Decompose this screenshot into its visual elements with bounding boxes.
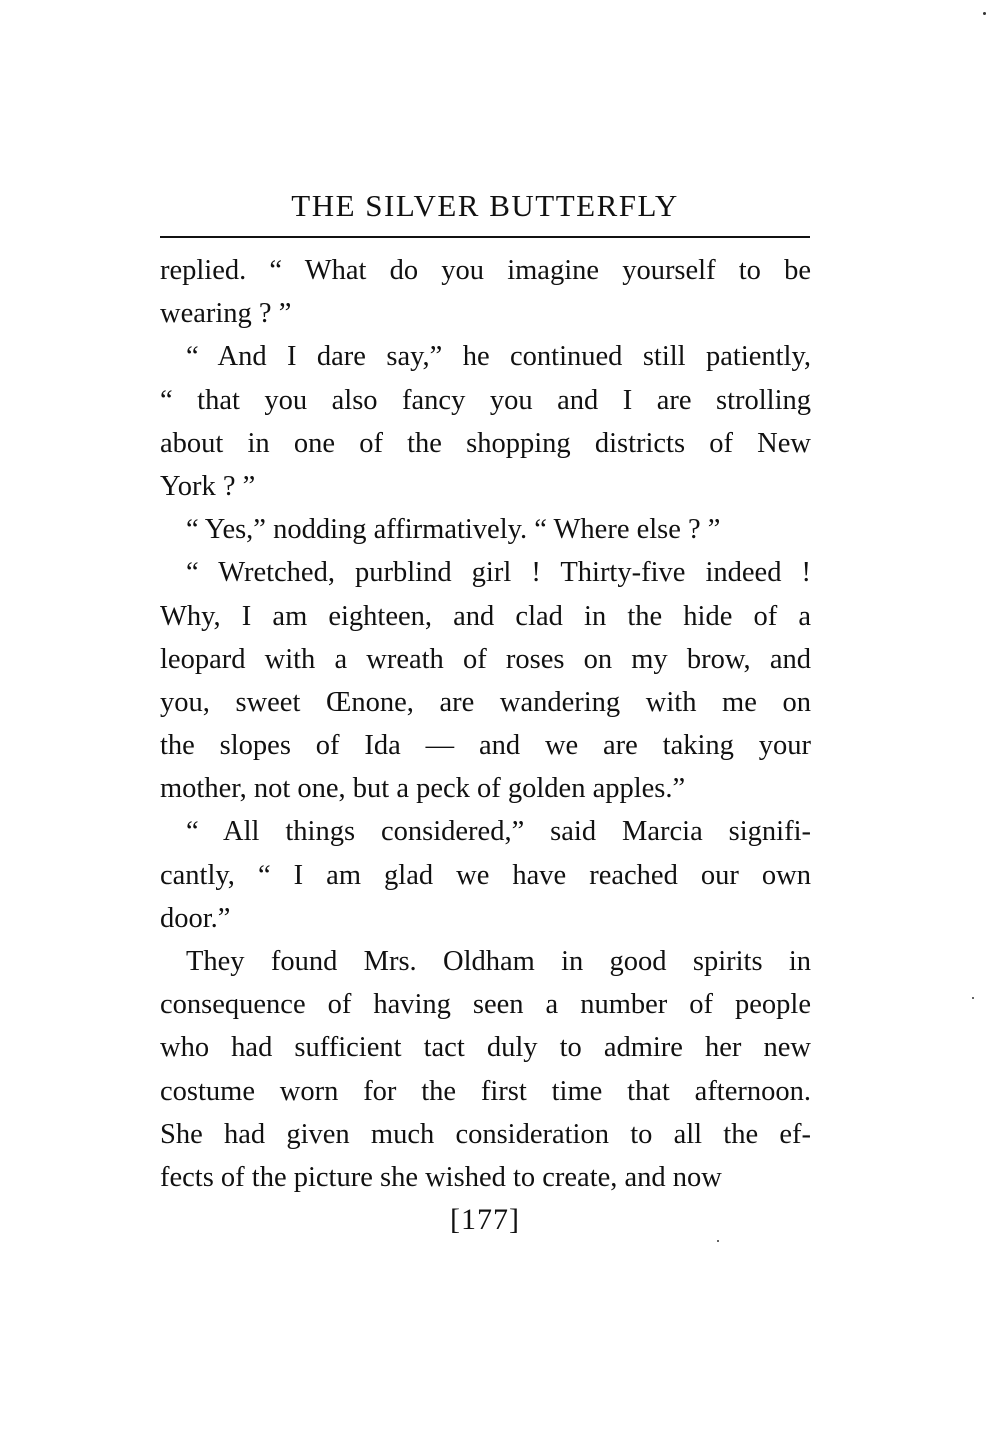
text-line: York ? ” bbox=[160, 470, 256, 502]
text-line: costume worn for the first time that afternoon. bbox=[160, 1075, 811, 1107]
page-number: [177] bbox=[450, 1203, 520, 1236]
text-line: fects of the picture she wished to create, and now bbox=[160, 1161, 722, 1193]
text-line: They found Mrs. Oldham in good spirits in bbox=[186, 946, 811, 977]
text-line: door.” bbox=[160, 902, 231, 934]
text-line: wearing ? ” bbox=[160, 298, 292, 330]
text-line: who had sufficient tact duly to admire her new bbox=[160, 1032, 811, 1064]
text-line: cantly, “ I am glad we have reached our own bbox=[160, 859, 811, 891]
paragraph bbox=[160, 940, 811, 1199]
paragraph bbox=[160, 508, 811, 551]
running-head: THE SILVER BUTTERFLY bbox=[291, 188, 679, 223]
paragraph bbox=[160, 249, 811, 335]
text-line: “ Yes,” nodding affirmatively. “ Where else ? ” bbox=[186, 514, 721, 546]
text-line: mother, not one, but a peck of golden apples.” bbox=[160, 773, 686, 805]
paragraph bbox=[160, 810, 811, 940]
text-line: Why, I am eighteen, and clad in the hide of a bbox=[160, 600, 811, 632]
scan-speck bbox=[717, 1240, 719, 1242]
scan-speck bbox=[983, 12, 986, 15]
header-rule bbox=[160, 236, 810, 238]
scan-speck bbox=[972, 997, 974, 999]
text-line: consequence of having seen a number of people bbox=[160, 989, 811, 1021]
text-line: She had given much consideration to all the ef- bbox=[160, 1118, 811, 1150]
text-line: leopard with a wreath of roses on my brow, and bbox=[160, 643, 811, 675]
text-line: you, sweet Œnone, are wandering with me on bbox=[160, 686, 811, 718]
paragraph bbox=[160, 551, 811, 810]
paragraph bbox=[160, 335, 811, 508]
text-line: “ Wretched, purblind girl ! Thirty-five indeed ! bbox=[186, 557, 811, 589]
text-line: the slopes of Ida — and we are taking your bbox=[160, 730, 811, 762]
text-line: “ that you also fancy you and I are strolling bbox=[160, 384, 811, 416]
body-text bbox=[160, 249, 811, 1199]
text-line: about in one of the shopping districts of New bbox=[160, 427, 811, 459]
text-line: replied. “ What do you imagine yourself to be bbox=[160, 255, 811, 286]
text-line: “ All things considered,” said Marcia signifi- bbox=[186, 816, 811, 848]
text-line: “ And I dare say,” he continued still patiently, bbox=[186, 341, 811, 373]
